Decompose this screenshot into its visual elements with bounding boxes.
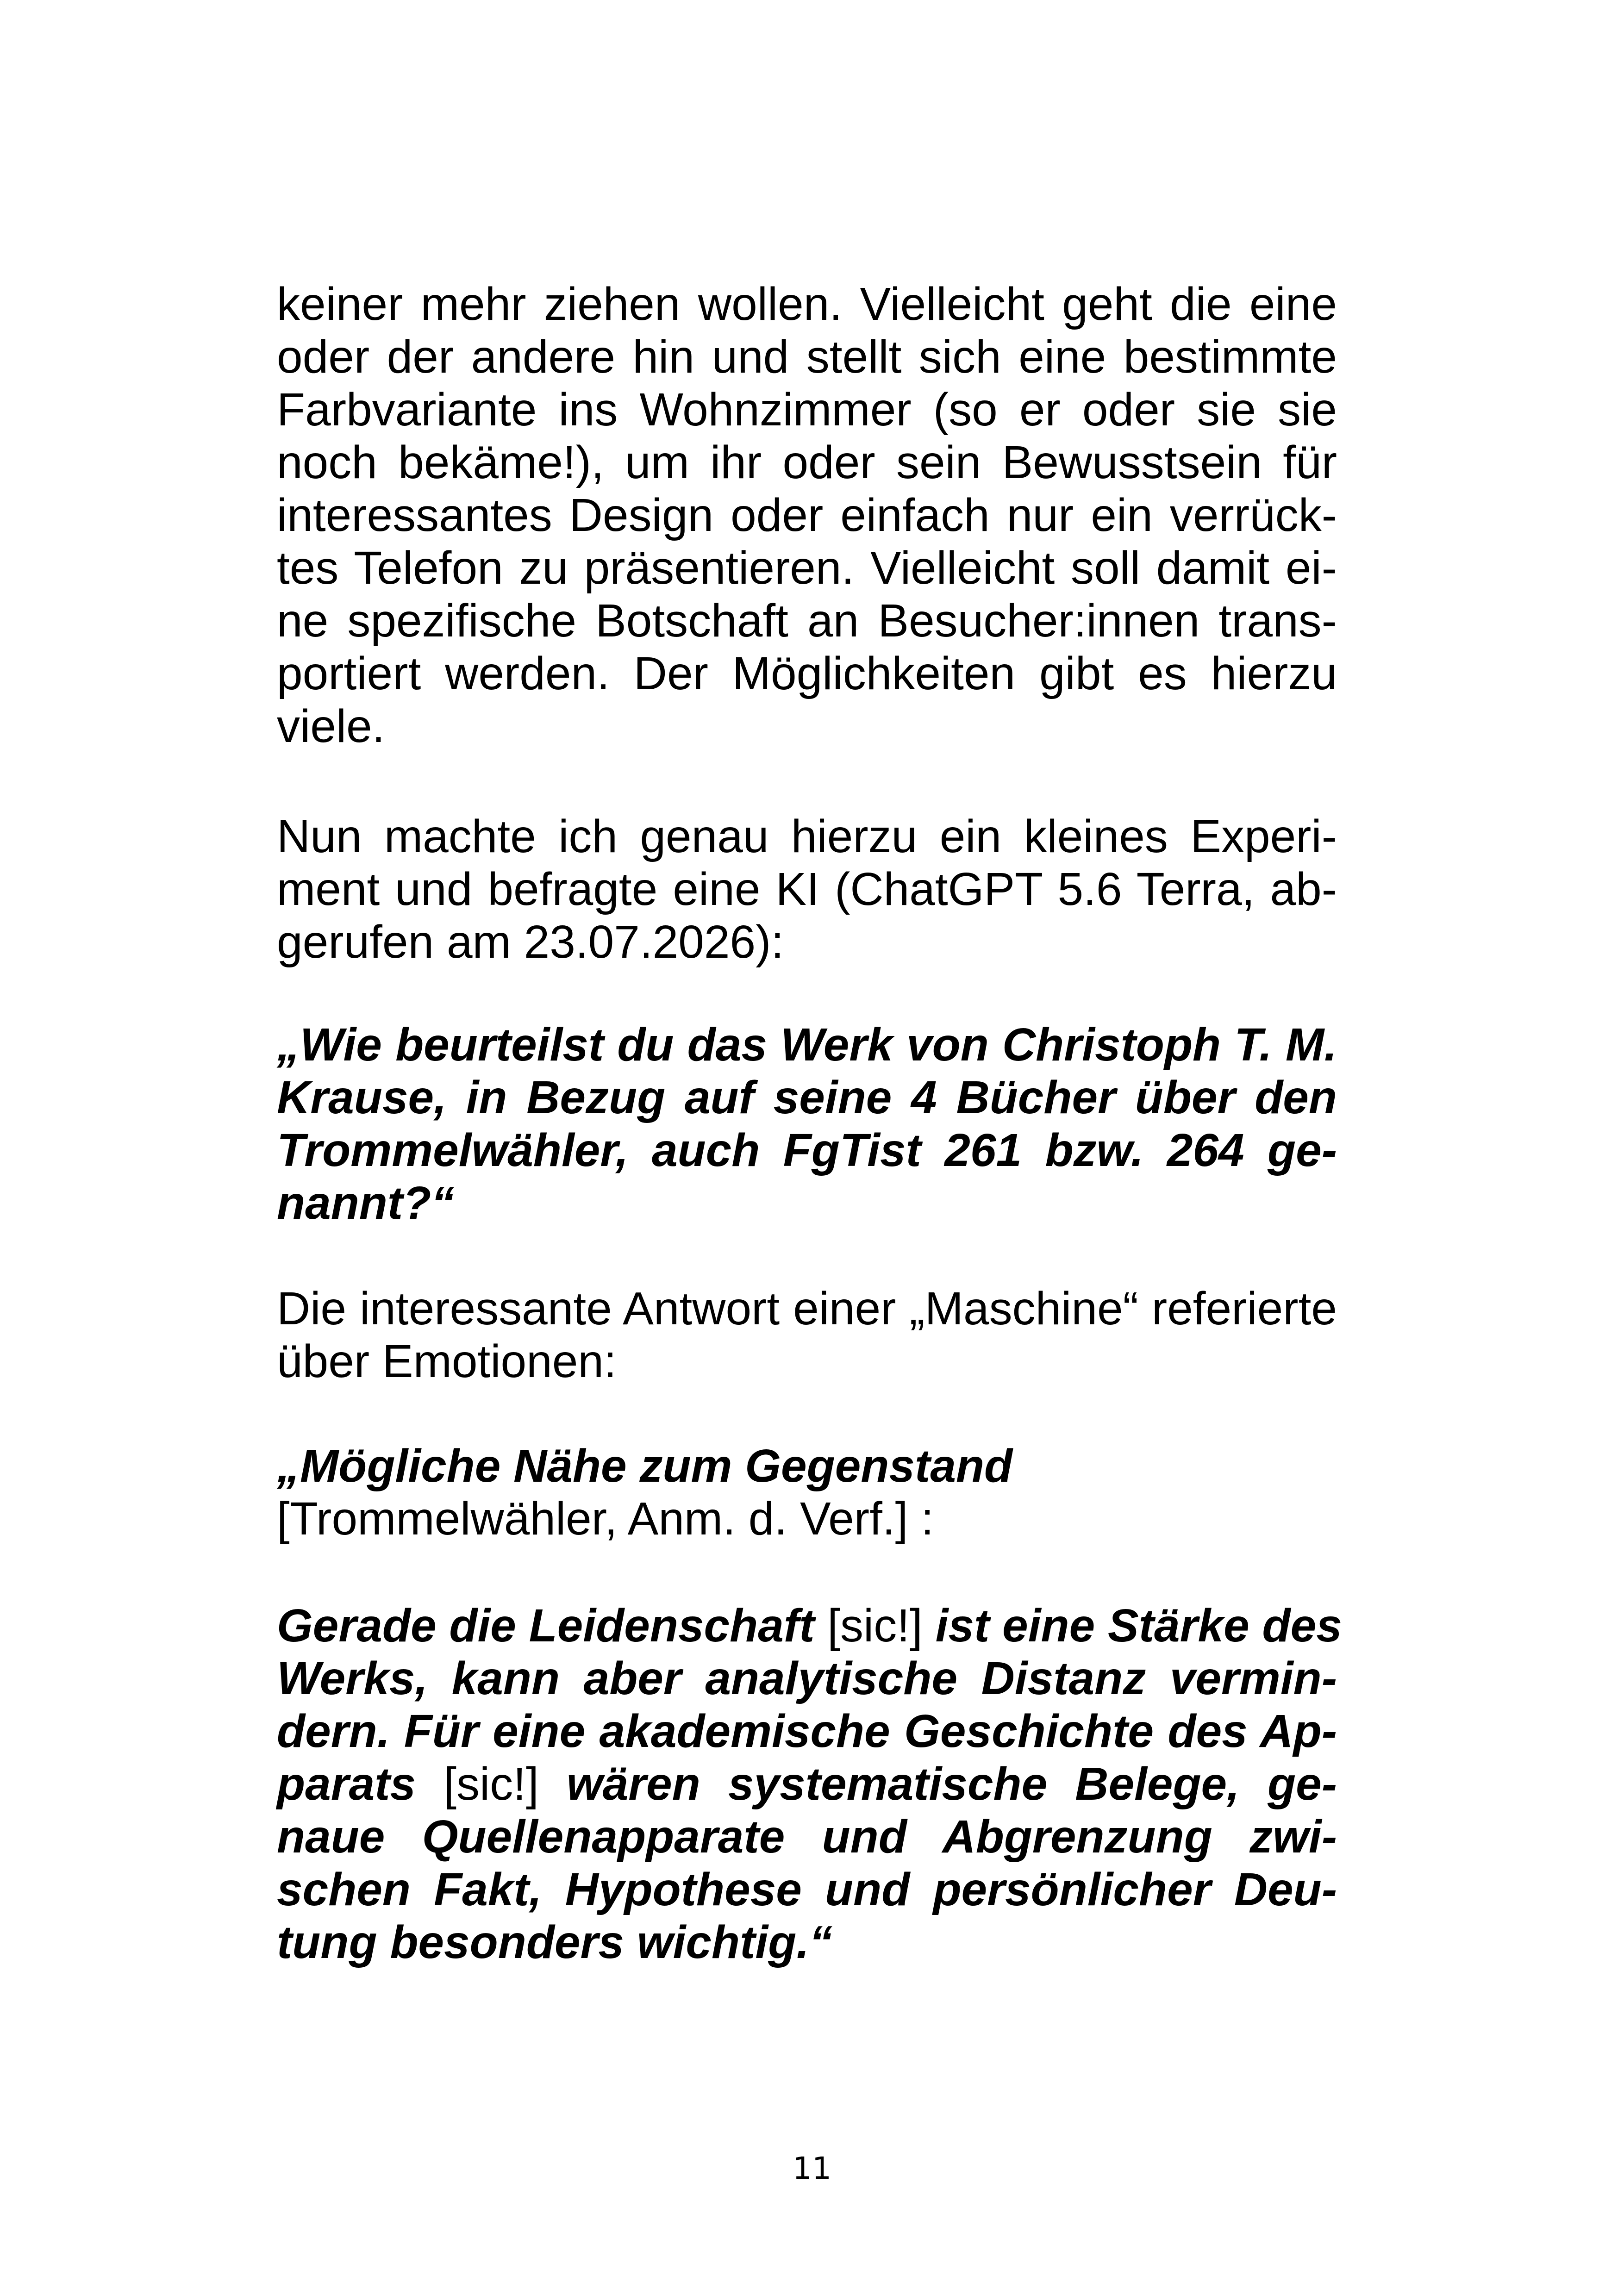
paragraph-intro [277, 278, 1337, 753]
text-line: Krause, in Bezug auf seine 4 Bücher über den [277, 1072, 1337, 1123]
text-line: ne spezifische Botschaft an Besucher:innen trans- [277, 595, 1337, 647]
text-line: schen Fakt, Hypothese und persönlicher Deu- [277, 1864, 1337, 1915]
text-line: über Emotionen: [277, 1335, 617, 1387]
text-line: dern. Für eine akademische Geschichte des Ap- [277, 1705, 1337, 1757]
text-line: viele. [277, 700, 385, 752]
emphasis-text: Gerade die Leidenschaft [277, 1600, 815, 1652]
text-line [277, 1599, 1342, 1652]
text-line: tes Telefon zu präsentieren. Vielleicht soll damit ei- [277, 542, 1337, 594]
text-line: Werks, kann aber analytische Distanz vermin- [277, 1653, 1337, 1704]
page-number: 11 [793, 2151, 831, 2186]
paragraph-response-intro [277, 1282, 1337, 1388]
text-line: nannt?“ [277, 1177, 455, 1229]
answer-body [277, 1599, 1342, 1969]
emphasis-text: ist eine Stärke des [935, 1600, 1342, 1652]
text-line: keiner mehr ziehen wollen. Vielleicht geht die eine [277, 278, 1337, 330]
text-line: Nun machte ich genau hierzu ein kleines Experi- [277, 811, 1337, 862]
quoted-question [277, 1018, 1337, 1229]
text-line: tung besonders wichtig.“ [277, 1916, 833, 1968]
answer-heading-title: „Mögliche Nähe zum Gegenstand [277, 1440, 1013, 1492]
text-line: oder der andere hin und stellt sich eine bestimmte [277, 331, 1337, 383]
text-line: ment und befragte eine KI (ChatGPT 5.6 Terra, ab- [277, 863, 1337, 915]
text-line: Trommelwähler, auch FgTist 261 bzw. 264 ge- [277, 1124, 1337, 1176]
sic-note: [sic!] [416, 1758, 567, 1810]
text-line: Die interessante Antwort einer „Maschine“ referierte [277, 1283, 1337, 1335]
paragraph-experiment [277, 810, 1337, 968]
answer-heading [277, 1440, 1337, 1545]
sic-note: [sic!] [814, 1600, 936, 1652]
text-line: Farbvariante ins Wohnzimmer (so er oder sie sie [277, 384, 1337, 436]
text-line [277, 1758, 1337, 1810]
text-line: interessantes Design oder einfach nur ein verrück- [277, 489, 1337, 541]
emphasis-text: wären systematische Belege, ge- [566, 1758, 1337, 1810]
text-line: portiert werden. Der Möglichkeiten gibt es hierzu [277, 648, 1337, 699]
answer-heading-note: [Trommelwähler, Anm. d. Verf.] : [277, 1493, 934, 1545]
text-line: gerufen am 23.07.2026): [277, 916, 784, 968]
text-line: noch bekäme!), um ihr oder sein Bewusstsein für [277, 437, 1337, 488]
text-line: naue Quellenapparate und Abgrenzung zwi- [277, 1811, 1337, 1863]
emphasis-text: parats [277, 1758, 416, 1810]
text-line: „Wie beurteilst du das Werk von Christoph T. M. [277, 1019, 1337, 1071]
